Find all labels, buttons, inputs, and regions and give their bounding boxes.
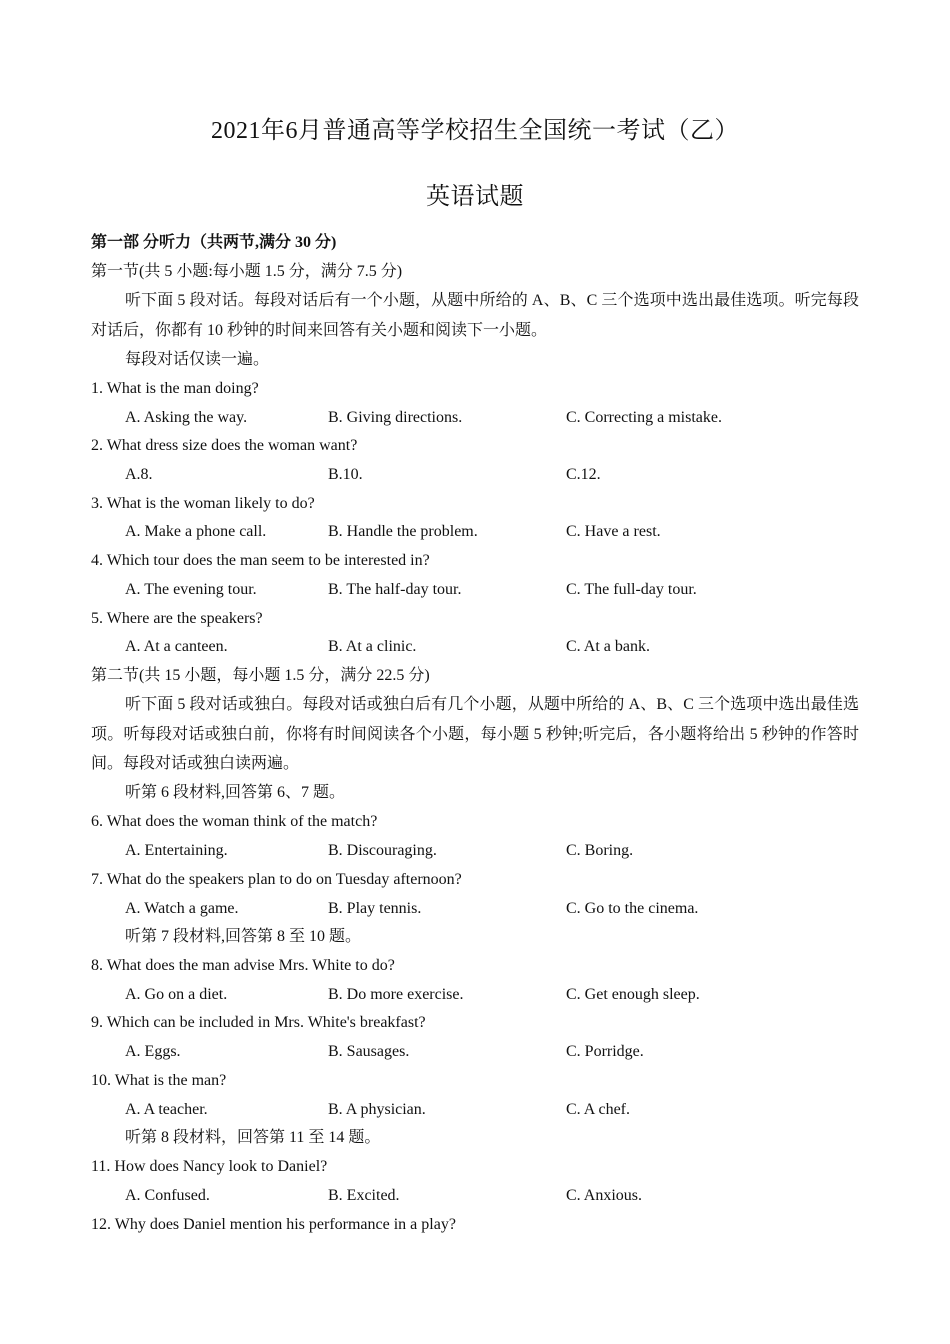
question-11: 11. How does Nancy look to Daniel? [91,1158,328,1175]
section1-note: 每段对话仅读一遍。 [125,351,270,368]
q8-option-a: A. Go on a diet. [125,986,228,1003]
question-12: 12. Why does Daniel mention his performance in a play? [91,1216,456,1233]
q4-option-b: B. The half-day tour. [328,581,462,598]
question-10: 10. What is the man? [91,1072,227,1089]
exam-title: 2021年6月普通高等学校招生全国统一考试（乙） [211,118,739,144]
q9-option-a: A. Eggs. [125,1043,181,1060]
q1-option-b: B. Giving directions. [328,409,463,426]
question-3: 3. What is the woman likely to do? [91,495,315,512]
q8-option-c: C. Get enough sleep. [566,986,700,1003]
q5-option-b: B. At a clinic. [328,638,417,655]
exam-subtitle: 英语试题 [426,184,524,210]
material-7-note: 听第 7 段材料,回答第 8 至 10 题。 [125,928,362,945]
section1-heading: 第一节(共 5 小题:每小题 1.5 分，满分 7.5 分) [91,263,403,280]
q3-option-a: A. Make a phone call. [125,523,267,540]
q11-option-a: A. Confused. [125,1187,210,1204]
q6-option-b: B. Discouraging. [328,842,437,859]
q2-option-a: A.8. [125,466,153,483]
question-9: 9. Which can be included in Mrs. White's breakfast? [91,1014,426,1031]
q10-option-a: A. A teacher. [125,1101,208,1118]
section2-heading: 第二节(共 15 小题，每小题 1.5 分，满分 22.5 分) [91,667,430,684]
q1-option-c: C. Correcting a mistake. [566,409,722,426]
q11-option-b: B. Excited. [328,1187,400,1204]
question-6: 6. What does the woman think of the match? [91,813,378,830]
q1-option-a: A. Asking the way. [125,409,248,426]
q7-option-c: C. Go to the cinema. [566,900,699,917]
q10-option-c: C. A chef. [566,1101,630,1118]
question-4: 4. Which tour does the man seem to be interested in? [91,552,430,569]
section2-instructions: 听下面 5 段对话或独白。每段对话或独白后有几个小题，从题中所给的 A、B、C 三个选项中选出最佳选项。听每段对话或独白前，你将有时间阅读各个小题，每小题 5 秒钟;听完后，各小题将给出 5 秒钟的作答时间。每段对话或独白读两遍。 [91,696,859,772]
question-5: 5. Where are the speakers? [91,610,263,627]
material-6-note: 听第 6 段材料,回答第 6、7 题。 [125,784,346,801]
section1-instructions: 听下面 5 段对话。每段对话后有一个小题，从题中所给的 A、B、C 三个选项中选出最佳选项。听完每段对话后，你都有 10 秒钟的时间来回答有关小题和阅读下一小题。 [91,292,859,339]
q2-option-c: C.12. [566,466,601,483]
material-8-note: 听第 8 段材料，回答第 11 至 14 题。 [125,1129,381,1146]
part-heading: 第一部 分听力（共两节,满分 30 分) [91,234,337,251]
q7-option-a: A. Watch a game. [125,900,239,917]
q5-option-a: A. At a canteen. [125,638,228,655]
q3-option-b: B. Handle the problem. [328,523,478,540]
q6-option-c: C. Boring. [566,842,634,859]
q2-option-b: B.10. [328,466,363,483]
question-2: 2. What dress size does the woman want? [91,437,358,454]
q9-option-c: C. Porridge. [566,1043,644,1060]
question-1: 1. What is the man doing? [91,380,259,397]
q9-option-b: B. Sausages. [328,1043,410,1060]
q3-option-c: C. Have a rest. [566,523,661,540]
question-8: 8. What does the man advise Mrs. White to do? [91,957,395,974]
q7-option-b: B. Play tennis. [328,900,422,917]
q6-option-a: A. Entertaining. [125,842,228,859]
q5-option-c: C. At a bank. [566,638,650,655]
q4-option-a: A. The evening tour. [125,581,257,598]
q11-option-c: C. Anxious. [566,1187,643,1204]
question-7: 7. What do the speakers plan to do on Tuesday afternoon? [91,871,462,888]
q4-option-c: C. The full-day tour. [566,581,697,598]
q10-option-b: B. A physician. [328,1101,426,1118]
q8-option-b: B. Do more exercise. [328,986,464,1003]
